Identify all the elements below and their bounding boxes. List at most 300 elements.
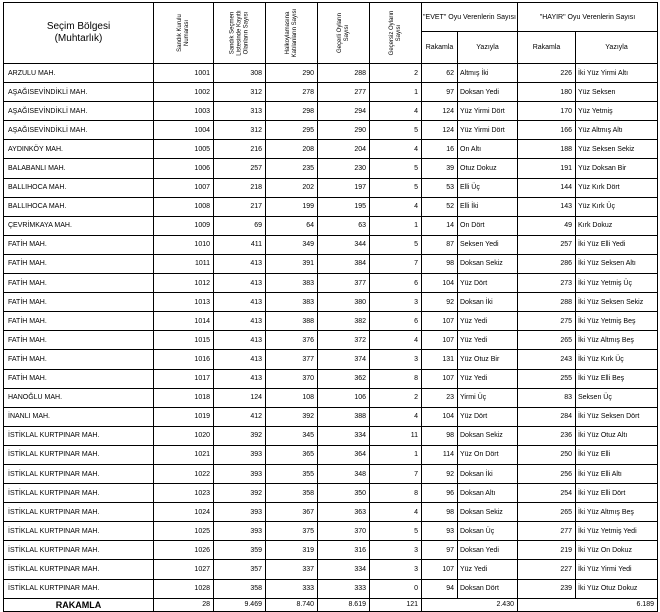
region-name: FATİH MAH. <box>4 235 154 254</box>
registered-count: 413 <box>214 369 266 388</box>
ballot-box-number: 1015 <box>154 331 214 350</box>
yes-words: Elli Üç <box>458 178 518 197</box>
region-name: FATİH MAH. <box>4 312 154 331</box>
no-words: İki Yüz Yetmiş Yedi <box>576 522 658 541</box>
valid-count: 384 <box>318 254 370 273</box>
yes-words: Yüz Yedi <box>458 331 518 350</box>
no-digits: 284 <box>518 407 576 426</box>
yes-words: Doksan İki <box>458 464 518 483</box>
yes-digits: 98 <box>422 254 458 273</box>
registered-count: 413 <box>214 274 266 293</box>
no-digits: 49 <box>518 216 576 235</box>
region-name: BALABANLI MAH. <box>4 159 154 178</box>
yes-words: Seksen Yedi <box>458 235 518 254</box>
invalid-count: 3 <box>370 350 422 369</box>
yes-words: Doksan Sekiz <box>458 254 518 273</box>
header-no-group: "HAYIR" Oyu Verenlerin Sayısı <box>518 3 658 32</box>
valid-count: 197 <box>318 178 370 197</box>
table-row <box>4 388 658 407</box>
yes-digits: 131 <box>422 350 458 369</box>
no-digits: 256 <box>518 464 576 483</box>
table-row <box>4 121 658 140</box>
no-digits: 273 <box>518 274 576 293</box>
yes-digits: 107 <box>422 369 458 388</box>
voted-count: 337 <box>266 560 318 579</box>
yes-digits: 124 <box>422 102 458 121</box>
table-row <box>4 579 658 598</box>
table-row <box>4 522 658 541</box>
voted-count: 208 <box>266 140 318 159</box>
registered-count: 413 <box>214 312 266 331</box>
invalid-count: 5 <box>370 522 422 541</box>
no-words: İki Yüz On Dokuz <box>576 541 658 560</box>
yes-digits: 98 <box>422 503 458 522</box>
region-name: AŞAĞISEVİNDİKLİ MAH. <box>4 83 154 102</box>
no-words: Yüz Seksen Sekiz <box>576 140 658 159</box>
yes-words: Elli İki <box>458 197 518 216</box>
invalid-count: 1 <box>370 83 422 102</box>
table-row <box>4 503 658 522</box>
yes-digits: 124 <box>422 121 458 140</box>
yes-words: Yüz On Dört <box>458 445 518 464</box>
no-digits: 250 <box>518 445 576 464</box>
table-row <box>4 331 658 350</box>
table-row <box>4 445 658 464</box>
no-digits: 188 <box>518 140 576 159</box>
totals-invalid: 121 <box>370 598 422 611</box>
no-digits: 257 <box>518 235 576 254</box>
invalid-count: 4 <box>370 197 422 216</box>
table-row <box>4 560 658 579</box>
valid-count: 350 <box>318 484 370 503</box>
valid-count: 370 <box>318 522 370 541</box>
invalid-count: 8 <box>370 484 422 503</box>
invalid-count: 2 <box>370 388 422 407</box>
region-name: AYDINKÖY MAH. <box>4 140 154 159</box>
registered-count: 312 <box>214 121 266 140</box>
ballot-box-number: 1024 <box>154 503 214 522</box>
region-name: FATİH MAH. <box>4 293 154 312</box>
voted-count: 358 <box>266 484 318 503</box>
yes-digits: 93 <box>422 522 458 541</box>
registered-count: 358 <box>214 579 266 598</box>
region-name: İSTİKLAL KURTPINAR MAH. <box>4 464 154 483</box>
ballot-box-number: 1004 <box>154 121 214 140</box>
ballot-box-number: 1008 <box>154 197 214 216</box>
voted-count: 388 <box>266 312 318 331</box>
yes-words: On Dört <box>458 216 518 235</box>
table-row <box>4 178 658 197</box>
registered-count: 216 <box>214 140 266 159</box>
region-name: İSTİKLAL KURTPINAR MAH. <box>4 426 154 445</box>
no-digits: 170 <box>518 102 576 121</box>
invalid-count: 1 <box>370 445 422 464</box>
no-words: İki Yüz Yirmi Yedi <box>576 560 658 579</box>
yes-digits: 16 <box>422 140 458 159</box>
registered-count: 313 <box>214 102 266 121</box>
valid-count: 374 <box>318 350 370 369</box>
voted-count: 199 <box>266 197 318 216</box>
ballot-box-number: 1016 <box>154 350 214 369</box>
header-ballot-box: Sandık Kurulu Numarası <box>154 3 214 64</box>
invalid-count: 5 <box>370 235 422 254</box>
region-name: ÇEVRİMKAYA MAH. <box>4 216 154 235</box>
registered-count: 413 <box>214 331 266 350</box>
no-words: Yüz Kırk Dört <box>576 178 658 197</box>
invalid-count: 6 <box>370 274 422 293</box>
voted-count: 355 <box>266 464 318 483</box>
yes-words: Doksan Üç <box>458 522 518 541</box>
voted-count: 392 <box>266 407 318 426</box>
ballot-box-number: 1007 <box>154 178 214 197</box>
invalid-count: 5 <box>370 121 422 140</box>
region-name: FATİH MAH. <box>4 331 154 350</box>
ballot-box-number: 1021 <box>154 445 214 464</box>
yes-words: Doksan Sekiz <box>458 503 518 522</box>
no-digits: 277 <box>518 522 576 541</box>
no-digits: 180 <box>518 83 576 102</box>
yes-words: Otuz Dokuz <box>458 159 518 178</box>
table-row <box>4 369 658 388</box>
yes-digits: 92 <box>422 464 458 483</box>
table-row <box>4 293 658 312</box>
ballot-box-number: 1027 <box>154 560 214 579</box>
no-words: İki Yüz Altmış Beş <box>576 503 658 522</box>
valid-count: 363 <box>318 503 370 522</box>
valid-count: 277 <box>318 83 370 102</box>
invalid-count: 8 <box>370 369 422 388</box>
no-digits: 191 <box>518 159 576 178</box>
yes-digits: 92 <box>422 293 458 312</box>
registered-count: 393 <box>214 464 266 483</box>
ballot-box-number: 1025 <box>154 522 214 541</box>
totals-yes: 2.430 <box>422 598 518 611</box>
valid-count: 348 <box>318 464 370 483</box>
no-digits: 243 <box>518 350 576 369</box>
no-words: İki Yüz Seksen Altı <box>576 254 658 273</box>
invalid-count: 7 <box>370 254 422 273</box>
voted-count: 235 <box>266 159 318 178</box>
voted-count: 345 <box>266 426 318 445</box>
no-digits: 219 <box>518 541 576 560</box>
no-words: İki Yüz Seksen Sekiz <box>576 293 658 312</box>
yes-words: Yüz Yedi <box>458 312 518 331</box>
voted-count: 391 <box>266 254 318 273</box>
header-voted: Halkoylamasına Katılanların Sayısı <box>266 3 318 64</box>
valid-count: 344 <box>318 235 370 254</box>
registered-count: 359 <box>214 541 266 560</box>
voted-count: 349 <box>266 235 318 254</box>
voted-count: 108 <box>266 388 318 407</box>
totals-no: 6.189 <box>518 598 658 611</box>
yes-words: Doksan Dört <box>458 579 518 598</box>
no-digits: 236 <box>518 426 576 445</box>
registered-count: 69 <box>214 216 266 235</box>
region-name: İSTİKLAL KURTPINAR MAH. <box>4 522 154 541</box>
registered-count: 392 <box>214 426 266 445</box>
registered-count: 413 <box>214 254 266 273</box>
table-row <box>4 407 658 426</box>
valid-count: 377 <box>318 274 370 293</box>
region-name: İSTİKLAL KURTPINAR MAH. <box>4 445 154 464</box>
no-digits: 288 <box>518 293 576 312</box>
yes-digits: 39 <box>422 159 458 178</box>
results-table <box>3 2 658 612</box>
header-registered: Sandık Seçmen Listesinde Kayıtlı Olanların Sayısı <box>214 3 266 64</box>
voted-count: 383 <box>266 274 318 293</box>
registered-count: 393 <box>214 445 266 464</box>
yes-digits: 98 <box>422 426 458 445</box>
totals-ballot-boxes: 28 <box>154 598 214 611</box>
invalid-count: 4 <box>370 140 422 159</box>
table-row <box>4 484 658 503</box>
invalid-count: 5 <box>370 178 422 197</box>
yes-words: Altmış İki <box>458 64 518 83</box>
valid-count: 204 <box>318 140 370 159</box>
voted-count: 375 <box>266 522 318 541</box>
invalid-count: 3 <box>370 560 422 579</box>
ballot-box-number: 1001 <box>154 64 214 83</box>
table-row <box>4 64 658 83</box>
yes-digits: 53 <box>422 178 458 197</box>
header-invalid: Geçersiz Oyların Sayısı <box>370 3 422 64</box>
no-digits: 227 <box>518 560 576 579</box>
table-row <box>4 140 658 159</box>
valid-count: 364 <box>318 445 370 464</box>
no-digits: 275 <box>518 312 576 331</box>
registered-count: 124 <box>214 388 266 407</box>
ballot-box-number: 1019 <box>154 407 214 426</box>
no-digits: 144 <box>518 178 576 197</box>
valid-count: 195 <box>318 197 370 216</box>
table-row <box>4 274 658 293</box>
region-name: BALLIHOCA MAH. <box>4 197 154 216</box>
no-words: Yüz Altmış Altı <box>576 121 658 140</box>
header-no-digits: Rakamla <box>518 32 576 64</box>
yes-words: Yirmi Üç <box>458 388 518 407</box>
yes-words: Yüz Yedi <box>458 560 518 579</box>
no-words: Seksen Üç <box>576 388 658 407</box>
yes-digits: 87 <box>422 235 458 254</box>
ballot-box-number: 1005 <box>154 140 214 159</box>
yes-words: Doksan İki <box>458 293 518 312</box>
voted-count: 295 <box>266 121 318 140</box>
no-digits: 166 <box>518 121 576 140</box>
no-words: İki Yüz Yirmi Altı <box>576 64 658 83</box>
no-words: Yüz Yetmiş <box>576 102 658 121</box>
ballot-box-number: 1013 <box>154 293 214 312</box>
invalid-count: 7 <box>370 464 422 483</box>
valid-count: 372 <box>318 331 370 350</box>
totals-registered: 9.469 <box>214 598 266 611</box>
ballot-box-number: 1028 <box>154 579 214 598</box>
totals-label: RAKAMLA <box>4 598 154 611</box>
yes-words: Yüz Dört <box>458 407 518 426</box>
no-words: İki Yüz Seksen Dört <box>576 407 658 426</box>
region-name: HANOĞLU MAH. <box>4 388 154 407</box>
region-name: İSTİKLAL KURTPINAR MAH. <box>4 503 154 522</box>
yes-digits: 96 <box>422 484 458 503</box>
no-words: İki Yüz Otuz Dokuz <box>576 579 658 598</box>
region-name: AŞAĞISEVİNDİKLİ MAH. <box>4 102 154 121</box>
ballot-box-number: 1010 <box>154 235 214 254</box>
ballot-box-number: 1022 <box>154 464 214 483</box>
valid-count: 63 <box>318 216 370 235</box>
table-row <box>4 254 658 273</box>
voted-count: 367 <box>266 503 318 522</box>
registered-count: 357 <box>214 560 266 579</box>
no-words: İki Yüz Otuz Altı <box>576 426 658 445</box>
ballot-box-number: 1009 <box>154 216 214 235</box>
region-name: İNANLI MAH. <box>4 407 154 426</box>
registered-count: 413 <box>214 293 266 312</box>
yes-words: Yüz Yedi <box>458 369 518 388</box>
region-name: ARZULU MAH. <box>4 64 154 83</box>
voted-count: 365 <box>266 445 318 464</box>
ballot-box-number: 1020 <box>154 426 214 445</box>
yes-words: Yüz Dört <box>458 274 518 293</box>
region-header <box>4 3 154 64</box>
header-yes-digits: Rakamla <box>422 32 458 64</box>
valid-count: 106 <box>318 388 370 407</box>
no-digits: 255 <box>518 369 576 388</box>
table-row <box>4 350 658 369</box>
table-row <box>4 464 658 483</box>
registered-count: 217 <box>214 197 266 216</box>
no-digits: 265 <box>518 503 576 522</box>
no-digits: 239 <box>518 579 576 598</box>
yes-digits: 97 <box>422 83 458 102</box>
registered-count: 218 <box>214 178 266 197</box>
header-valid: Geçerli Oyların Sayısı <box>318 3 370 64</box>
voted-count: 290 <box>266 64 318 83</box>
totals-row <box>4 598 658 611</box>
registered-count: 411 <box>214 235 266 254</box>
table-row <box>4 159 658 178</box>
totals-voted: 8.740 <box>266 598 318 611</box>
valid-count: 388 <box>318 407 370 426</box>
valid-count: 288 <box>318 64 370 83</box>
region-name: İSTİKLAL KURTPINAR MAH. <box>4 484 154 503</box>
ballot-box-number: 1012 <box>154 274 214 293</box>
no-words: Yüz Doksan Bir <box>576 159 658 178</box>
valid-count: 380 <box>318 293 370 312</box>
yes-digits: 107 <box>422 312 458 331</box>
yes-digits: 23 <box>422 388 458 407</box>
yes-words: Doksan Yedi <box>458 541 518 560</box>
no-words: İki Yüz Elli Beş <box>576 369 658 388</box>
registered-count: 392 <box>214 484 266 503</box>
registered-count: 257 <box>214 159 266 178</box>
no-words: Yüz Kırk Üç <box>576 197 658 216</box>
invalid-count: 0 <box>370 579 422 598</box>
table-row <box>4 216 658 235</box>
valid-count: 334 <box>318 560 370 579</box>
no-words: Kırk Dokuz <box>576 216 658 235</box>
table-row <box>4 312 658 331</box>
ballot-box-number: 1003 <box>154 102 214 121</box>
yes-digits: 94 <box>422 579 458 598</box>
invalid-count: 5 <box>370 159 422 178</box>
valid-count: 316 <box>318 541 370 560</box>
invalid-count: 11 <box>370 426 422 445</box>
valid-count: 290 <box>318 121 370 140</box>
yes-words: Doksan Yedi <box>458 83 518 102</box>
registered-count: 312 <box>214 83 266 102</box>
ballot-box-number: 1026 <box>154 541 214 560</box>
region-name: FATİH MAH. <box>4 274 154 293</box>
valid-count: 334 <box>318 426 370 445</box>
ballot-box-number: 1002 <box>154 83 214 102</box>
header-no-words: Yazıyla <box>576 32 658 64</box>
header-yes-group: "EVET" Oyu Verenlerin Sayısı <box>422 3 518 32</box>
no-words: İki Yüz Elli <box>576 445 658 464</box>
no-words: İki Yüz Kırk Üç <box>576 350 658 369</box>
yes-digits: 107 <box>422 331 458 350</box>
region-name: BALLIHOCA MAH. <box>4 178 154 197</box>
voted-count: 202 <box>266 178 318 197</box>
yes-digits: 107 <box>422 560 458 579</box>
invalid-count: 4 <box>370 407 422 426</box>
voted-count: 377 <box>266 350 318 369</box>
valid-count: 333 <box>318 579 370 598</box>
yes-digits: 62 <box>422 64 458 83</box>
valid-count: 294 <box>318 102 370 121</box>
no-words: İki Yüz Elli Altı <box>576 464 658 483</box>
no-digits: 265 <box>518 331 576 350</box>
no-words: Yüz Seksen <box>576 83 658 102</box>
yes-words: On Altı <box>458 140 518 159</box>
valid-count: 362 <box>318 369 370 388</box>
region-name: AŞAĞISEVİNDİKLİ MAH. <box>4 121 154 140</box>
registered-count: 393 <box>214 503 266 522</box>
yes-digits: 104 <box>422 407 458 426</box>
voted-count: 319 <box>266 541 318 560</box>
no-digits: 254 <box>518 484 576 503</box>
region-name: İSTİKLAL KURTPINAR MAH. <box>4 579 154 598</box>
table-row <box>4 197 658 216</box>
ballot-box-number: 1006 <box>154 159 214 178</box>
yes-digits: 52 <box>422 197 458 216</box>
no-words: İki Yüz Elli Dört <box>576 484 658 503</box>
region-name: FATİH MAH. <box>4 350 154 369</box>
region-header-title: Seçim Bölgesi <box>46 21 111 32</box>
no-digits: 83 <box>518 388 576 407</box>
ballot-box-number: 1023 <box>154 484 214 503</box>
ballot-box-number: 1018 <box>154 388 214 407</box>
registered-count: 393 <box>214 522 266 541</box>
invalid-count: 1 <box>370 216 422 235</box>
yes-words: Yüz Yirmi Dört <box>458 121 518 140</box>
no-words: İki Yüz Elli Yedi <box>576 235 658 254</box>
invalid-count: 3 <box>370 293 422 312</box>
invalid-count: 4 <box>370 102 422 121</box>
invalid-count: 4 <box>370 503 422 522</box>
voted-count: 64 <box>266 216 318 235</box>
region-name: İSTİKLAL KURTPINAR MAH. <box>4 560 154 579</box>
voted-count: 333 <box>266 579 318 598</box>
yes-words: Doksan Altı <box>458 484 518 503</box>
region-name: FATİH MAH. <box>4 369 154 388</box>
yes-words: Doksan Sekiz <box>458 426 518 445</box>
no-digits: 286 <box>518 254 576 273</box>
no-digits: 143 <box>518 197 576 216</box>
yes-digits: 14 <box>422 216 458 235</box>
voted-count: 383 <box>266 293 318 312</box>
invalid-count: 3 <box>370 541 422 560</box>
region-name: İSTİKLAL KURTPINAR MAH. <box>4 541 154 560</box>
voted-count: 298 <box>266 102 318 121</box>
